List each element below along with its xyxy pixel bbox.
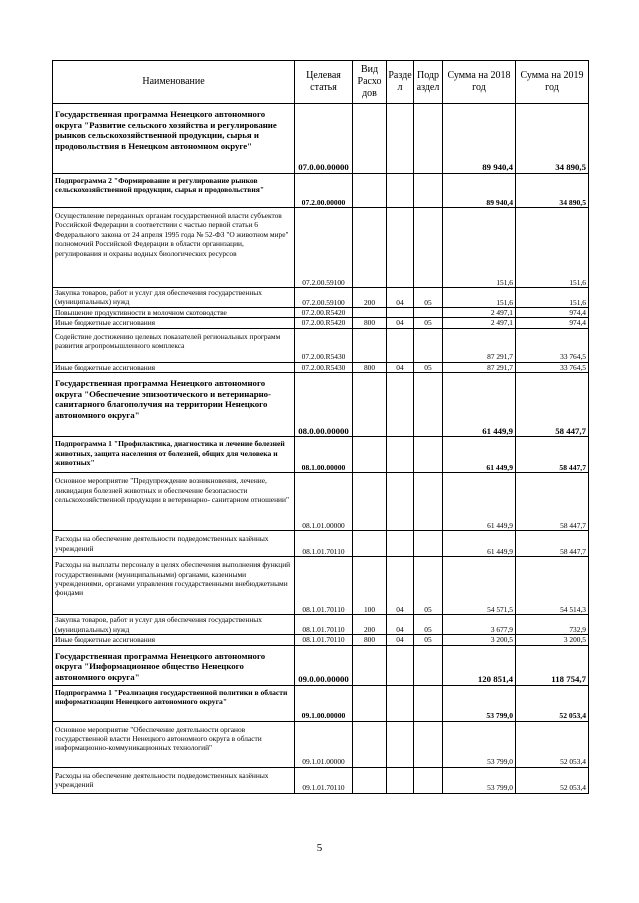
table-row bbox=[53, 104, 589, 174]
row-section bbox=[387, 308, 414, 318]
row-sum-2018: 53 799,0 bbox=[443, 767, 516, 793]
row-section bbox=[387, 208, 414, 288]
row-name: Содействие достижению целевых показателей региональных программ развития агропромышленного комплекса bbox=[53, 328, 295, 362]
row-expense-type: 100 bbox=[353, 557, 387, 615]
row-target-article: 07.2.00.R5430 bbox=[295, 362, 353, 372]
header-subsection: Подр аздел bbox=[414, 61, 443, 104]
row-sum-2019: 974,4 bbox=[516, 308, 589, 318]
row-section: 04 bbox=[387, 362, 414, 372]
row-section bbox=[387, 373, 414, 437]
table-row bbox=[53, 437, 589, 473]
row-name: Осуществление переданных органам государственной власти субъектов Российской Федерации в соответствии с частью первой статьи 6 Федерального закона от 24 апреля 1995 года № 52-ФЗ "О животном мире" полномочий Российской Федерации в области организации, регулирования и охраны водных биологических ресурсов bbox=[53, 208, 295, 288]
table-row bbox=[53, 318, 589, 328]
row-sum-2019: 3 200,5 bbox=[516, 635, 589, 645]
row-sum-2019: 52 053,4 bbox=[516, 767, 589, 793]
row-target-article: 07.2.00.R5420 bbox=[295, 318, 353, 328]
row-expense-type bbox=[353, 328, 387, 362]
table-row bbox=[53, 685, 589, 721]
row-subsection bbox=[414, 721, 443, 767]
row-sum-2018: 89 940,4 bbox=[443, 104, 516, 174]
row-target-article: 08.1.00.00000 bbox=[295, 437, 353, 473]
table-row bbox=[53, 615, 589, 635]
row-section: 04 bbox=[387, 635, 414, 645]
row-expense-type bbox=[353, 437, 387, 473]
row-sum-2018: 151,6 bbox=[443, 208, 516, 288]
row-section bbox=[387, 437, 414, 473]
row-section bbox=[387, 645, 414, 685]
row-target-article: 08.1.01.70110 bbox=[295, 531, 353, 557]
row-section bbox=[387, 174, 414, 208]
row-sum-2018: 61 449,9 bbox=[443, 437, 516, 473]
row-subsection bbox=[414, 685, 443, 721]
row-sum-2018: 3 677,9 bbox=[443, 615, 516, 635]
row-target-article: 09.0.00.00000 bbox=[295, 645, 353, 685]
row-expense-type bbox=[353, 208, 387, 288]
row-section bbox=[387, 104, 414, 174]
row-sum-2019: 34 890,5 bbox=[516, 104, 589, 174]
row-target-article: 07.2.00.R5420 bbox=[295, 308, 353, 318]
row-section bbox=[387, 767, 414, 793]
table-row bbox=[53, 308, 589, 318]
row-subsection bbox=[414, 174, 443, 208]
row-sum-2018: 53 799,0 bbox=[443, 721, 516, 767]
row-target-article: 08.0.00.00000 bbox=[295, 373, 353, 437]
table-row bbox=[53, 208, 589, 288]
row-section bbox=[387, 473, 414, 531]
row-section bbox=[387, 685, 414, 721]
row-sum-2019: 58 447,7 bbox=[516, 531, 589, 557]
table-row bbox=[53, 174, 589, 208]
row-target-article: 09.1.01.70110 bbox=[295, 767, 353, 793]
row-sum-2019: 58 447,7 bbox=[516, 373, 589, 437]
row-name: Подпрограмма 1 "Профилактика, диагностика и лечение болезней животных, защита населения от болезней, общих для человека и животных" bbox=[53, 437, 295, 473]
header-section: Разде л bbox=[387, 61, 414, 104]
row-sum-2018: 120 851,4 bbox=[443, 645, 516, 685]
row-section: 04 bbox=[387, 318, 414, 328]
row-target-article: 07.2.00.R5430 bbox=[295, 328, 353, 362]
row-name: Повышение продуктивности в молочном скотоводстве bbox=[53, 308, 295, 318]
row-name: Иные бюджетные ассигнования bbox=[53, 318, 295, 328]
row-expense-type: 800 bbox=[353, 362, 387, 372]
row-name: Расходы на обеспечение деятельности подведомственных казённых учреждений bbox=[53, 767, 295, 793]
row-sum-2019: 34 890,5 bbox=[516, 174, 589, 208]
row-sum-2019: 33 764,5 bbox=[516, 362, 589, 372]
row-subsection: 05 bbox=[414, 288, 443, 308]
table-row bbox=[53, 635, 589, 645]
row-sum-2018: 61 449,9 bbox=[443, 373, 516, 437]
row-name: Основное мероприятие "Предупреждение возникновения, лечение, ликвидация болезней животных и обеспечение безопасности сельскохозяйственной продукции в ветеринарно- санитарном отношении" bbox=[53, 473, 295, 531]
row-sum-2019: 974,4 bbox=[516, 318, 589, 328]
row-sum-2019: 52 053,4 bbox=[516, 685, 589, 721]
row-sum-2018: 87 291,7 bbox=[443, 362, 516, 372]
row-target-article: 08.1.01.70110 bbox=[295, 635, 353, 645]
budget-table bbox=[52, 60, 589, 794]
row-sum-2019: 118 754,7 bbox=[516, 645, 589, 685]
row-expense-type: 200 bbox=[353, 615, 387, 635]
row-expense-type bbox=[353, 104, 387, 174]
table-row bbox=[53, 557, 589, 615]
header-expense-type: Вид Расхо дов bbox=[353, 61, 387, 104]
row-name: Расходы на выплаты персоналу в целях обеспечения выполнения функций государственными (муниципальными) органами, казенными учреждениями, органами управления государственными внебюджетными фондами bbox=[53, 557, 295, 615]
row-target-article: 08.1.01.70110 bbox=[295, 557, 353, 615]
row-section bbox=[387, 721, 414, 767]
table-row bbox=[53, 328, 589, 362]
row-sum-2019: 151,6 bbox=[516, 288, 589, 308]
row-subsection bbox=[414, 473, 443, 531]
table-row bbox=[53, 531, 589, 557]
row-subsection bbox=[414, 208, 443, 288]
header-sum-2019: Сумма на 2019 год bbox=[516, 61, 589, 104]
row-name: Закупка товаров, работ и услуг для обеспечения государственных (муниципальных) нужд bbox=[53, 288, 295, 308]
row-sum-2018: 2 497,1 bbox=[443, 318, 516, 328]
row-sum-2019: 52 053,4 bbox=[516, 721, 589, 767]
row-sum-2019: 732,9 bbox=[516, 615, 589, 635]
row-sum-2019: 151,6 bbox=[516, 208, 589, 288]
row-expense-type bbox=[353, 685, 387, 721]
table-row bbox=[53, 362, 589, 372]
row-expense-type bbox=[353, 767, 387, 793]
row-expense-type bbox=[353, 174, 387, 208]
row-subsection bbox=[414, 328, 443, 362]
row-expense-type: 200 bbox=[353, 288, 387, 308]
row-section: 04 bbox=[387, 288, 414, 308]
row-name: Иные бюджетные ассигнования bbox=[53, 362, 295, 372]
row-sum-2019: 54 514,3 bbox=[516, 557, 589, 615]
row-sum-2019: 33 764,5 bbox=[516, 328, 589, 362]
row-subsection: 05 bbox=[414, 557, 443, 615]
table-header-row bbox=[53, 61, 589, 104]
row-subsection bbox=[414, 767, 443, 793]
row-section: 04 bbox=[387, 615, 414, 635]
row-target-article: 09.1.01.00000 bbox=[295, 721, 353, 767]
table-row bbox=[53, 645, 589, 685]
row-name: Подпрограмма 1 "Реализация государственной политики в области информатизации Ненецкого автономного округа" bbox=[53, 685, 295, 721]
row-target-article: 08.1.01.00000 bbox=[295, 473, 353, 531]
row-expense-type bbox=[353, 721, 387, 767]
row-subsection bbox=[414, 437, 443, 473]
row-subsection: 05 bbox=[414, 615, 443, 635]
row-name: Государственная программа Ненецкого автономного округа "Информационное общество Ненецкого автономного округа" bbox=[53, 645, 295, 685]
row-target-article: 08.1.01.70110 bbox=[295, 615, 353, 635]
row-subsection bbox=[414, 645, 443, 685]
table-row bbox=[53, 288, 589, 308]
row-name: Расходы на обеспечение деятельности подведомственных казённых учреждений bbox=[53, 531, 295, 557]
row-target-article: 07.0.00.00000 bbox=[295, 104, 353, 174]
row-subsection bbox=[414, 373, 443, 437]
row-subsection bbox=[414, 308, 443, 318]
row-name: Подпрограмма 2 "Формирование и регулирование рынков сельскохозяйственной продукции, сырья и продовольствия" bbox=[53, 174, 295, 208]
row-subsection bbox=[414, 104, 443, 174]
table-row bbox=[53, 373, 589, 437]
row-expense-type bbox=[353, 473, 387, 531]
row-expense-type bbox=[353, 308, 387, 318]
row-sum-2018: 61 449,9 bbox=[443, 473, 516, 531]
header-name: Наименование bbox=[53, 61, 295, 104]
row-sum-2018: 87 291,7 bbox=[443, 328, 516, 362]
row-name: Закупка товаров, работ и услуг для обеспечения государственных (муниципальных) нужд bbox=[53, 615, 295, 635]
row-sum-2018: 89 940,4 bbox=[443, 174, 516, 208]
row-sum-2018: 61 449,9 bbox=[443, 531, 516, 557]
table-row bbox=[53, 473, 589, 531]
row-target-article: 07.2.00.59100 bbox=[295, 208, 353, 288]
header-target-article: Целевая статья bbox=[295, 61, 353, 104]
row-sum-2018: 3 200,5 bbox=[443, 635, 516, 645]
row-sum-2018: 151,6 bbox=[443, 288, 516, 308]
row-sum-2018: 54 571,5 bbox=[443, 557, 516, 615]
row-name: Государственная программа Ненецкого автономного округа "Обеспечение эпизоотического и ветеринарно-санитарного благополучия на территории Ненецкого автономного округа" bbox=[53, 373, 295, 437]
row-target-article: 09.1.00.00000 bbox=[295, 685, 353, 721]
row-name: Иные бюджетные ассигнования bbox=[53, 635, 295, 645]
row-expense-type bbox=[353, 373, 387, 437]
row-target-article: 07.2.00.00000 bbox=[295, 174, 353, 208]
row-sum-2018: 2 497,1 bbox=[443, 308, 516, 318]
row-expense-type: 800 bbox=[353, 635, 387, 645]
page-number: 5 bbox=[316, 842, 323, 854]
row-target-article: 07.2.00.59100 bbox=[295, 288, 353, 308]
row-sum-2019: 58 447,7 bbox=[516, 437, 589, 473]
row-section: 04 bbox=[387, 557, 414, 615]
row-expense-type: 800 bbox=[353, 318, 387, 328]
row-expense-type bbox=[353, 531, 387, 557]
row-subsection bbox=[414, 531, 443, 557]
header-sum-2018: Сумма на 2018 год bbox=[443, 61, 516, 104]
row-subsection: 05 bbox=[414, 318, 443, 328]
row-section bbox=[387, 531, 414, 557]
row-section bbox=[387, 328, 414, 362]
table-row bbox=[53, 767, 589, 793]
row-name: Основное мероприятие "Обеспечение деятельности органов государственной власти Ненецкого автономного округа в области информационно-коммуникационных технологий" bbox=[53, 721, 295, 767]
row-name: Государственная программа Ненецкого автономного округа "Развитие сельского хозяйства и регулирование рынков сельскохозяйственной продукции, сырья и продовольствия в Ненецком автономном округе" bbox=[53, 104, 295, 174]
row-sum-2019: 58 447,7 bbox=[516, 473, 589, 531]
row-subsection: 05 bbox=[414, 362, 443, 372]
row-sum-2018: 53 799,0 bbox=[443, 685, 516, 721]
row-expense-type bbox=[353, 645, 387, 685]
table-row bbox=[53, 721, 589, 767]
row-subsection: 05 bbox=[414, 635, 443, 645]
